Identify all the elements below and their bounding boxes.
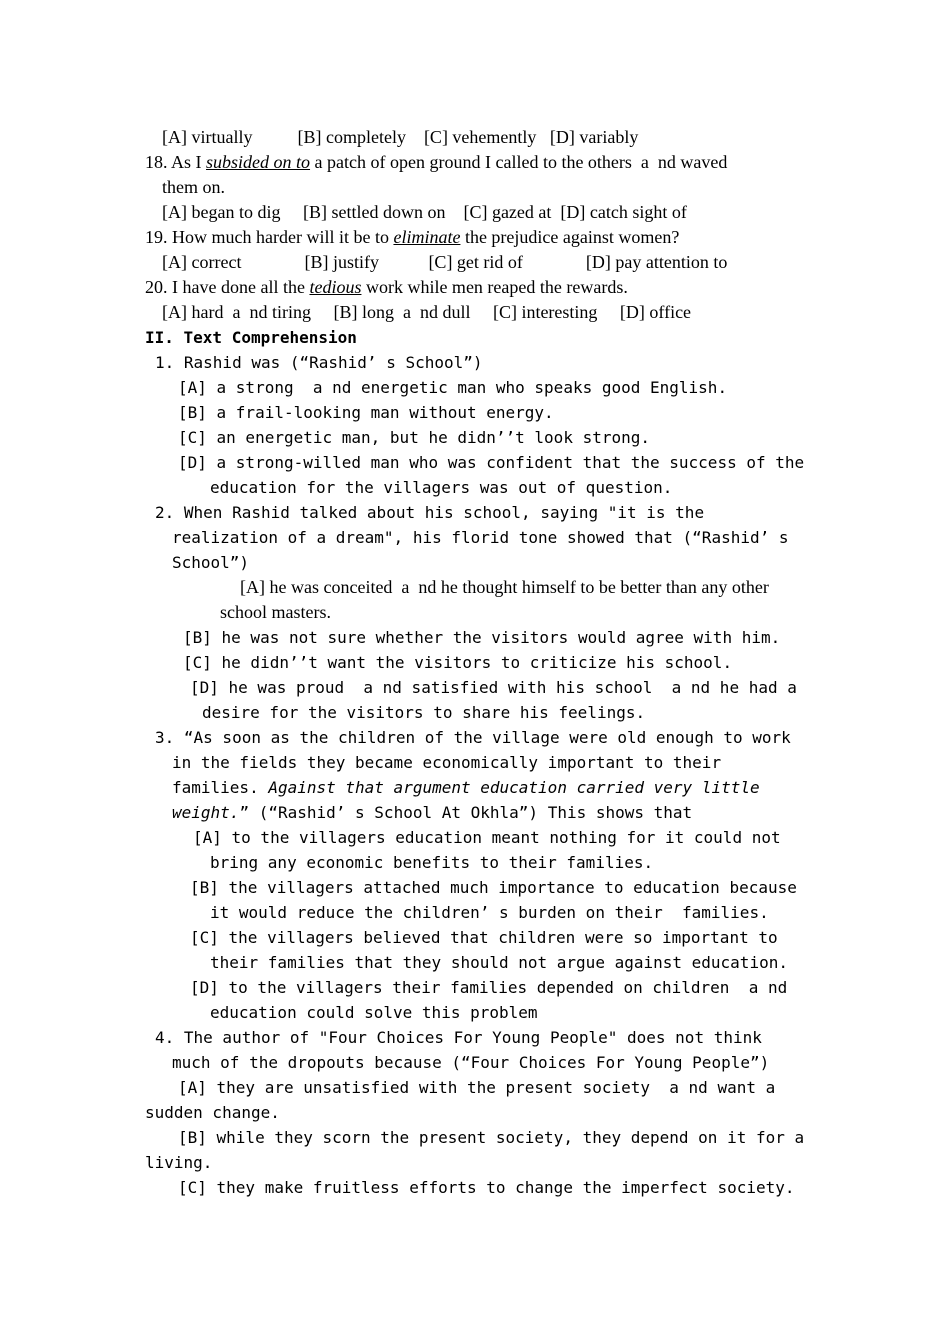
tc2-stem-cont: realization of a dream", his florid tone showed that (“Rashid’ s: [172, 528, 789, 547]
q19-prefix: 19. How much harder will it be to: [145, 227, 394, 247]
tc3-stem-plain: families.: [172, 778, 269, 797]
tc3-option-b-cont: it would reduce the children’ s burden on their families.: [210, 903, 769, 922]
tc4-stem: 4. The author of "Four Choices For Young People" does not think: [155, 1028, 762, 1047]
tc3-quote-italic: weight.: [172, 803, 240, 822]
q18-suffix: a patch of open ground I called to the others a nd waved: [310, 152, 728, 172]
tc2-option-c: [C] he didn’’t want the visitors to criticize his school.: [183, 653, 733, 672]
tc2-option-a-cont: school masters.: [220, 602, 331, 622]
tc4-option-a-cont: sudden change.: [145, 1103, 280, 1122]
tc3-option-c-cont: their families that they should not argue against education.: [210, 953, 788, 972]
q19-keyword: eliminate: [393, 227, 461, 247]
q18-continuation: them on.: [162, 177, 225, 197]
tc3-stem-cont: [172, 775, 760, 800]
tc2-option-d: [D] he was proud a nd satisfied with his school a nd he had a: [190, 678, 797, 697]
tc4-option-b-cont: living.: [145, 1153, 213, 1172]
q18-options: [A] began to dig [B] settled down on [C] gazed at [D] catch sight of: [162, 202, 687, 222]
tc4-option-a: [A] they are unsatisfied with the present society a nd want a: [178, 1078, 776, 1097]
tc4-option-b: [B] while they scorn the present society, they depend on it for a: [178, 1128, 805, 1147]
tc3-option-a-cont: bring any economic benefits to their families.: [210, 853, 654, 872]
q18-prefix: 18. As I: [145, 152, 207, 172]
tc3-stem-cont: in the fields they became economically important to their: [172, 753, 722, 772]
tc3-option-b: [B] the villagers attached much importance to education because: [190, 878, 797, 897]
q18-stem: [145, 150, 727, 175]
tc3-option-a: [A] to the villagers education meant nothing for it could not: [193, 828, 781, 847]
tc3-option-d-cont: education could solve this problem: [210, 1003, 538, 1022]
tc2-stem-cont: School”): [172, 553, 250, 572]
q20-options: [A] hard a nd tiring [B] long a nd dull [C] interesting [D] office: [162, 302, 692, 322]
tc3-option-d: [D] to the villagers their families depended on children a nd: [190, 978, 788, 997]
tc2-stem: 2. When Rashid talked about his school, saying "it is the: [155, 503, 705, 522]
q19-suffix: the prejudice against women?: [460, 227, 680, 247]
tc3-quote-italic: Against that argument education carried very little: [268, 778, 760, 797]
q18-keyword: subsided on to: [206, 152, 311, 172]
tc3-option-c: [C] the villagers believed that children were so important to: [190, 928, 778, 947]
tc3-stem-cont: [172, 800, 692, 825]
tc2-option-d-cont: desire for the visitors to share his feelings.: [202, 703, 646, 722]
tc3-stem-plain: ” (“Rashid’ s School At Okhla”) This shows that: [239, 803, 693, 822]
tc4-stem-cont: much of the dropouts because (“Four Choices For Young People”): [172, 1053, 770, 1072]
tc3-stem: 3. “As soon as the children of the village were old enough to work: [155, 728, 791, 747]
tc1-option-b: [B] a frail-looking man without energy.: [178, 403, 554, 422]
tc2-option-b: [B] he was not sure whether the visitors would agree with him.: [183, 628, 781, 647]
tc1-stem: 1. Rashid was (“Rashid’ s School”): [155, 353, 483, 372]
q17-options: [A] virtually [B] completely [C] vehemently [D] variably: [162, 127, 639, 147]
q20-prefix: 20. I have done all the: [145, 277, 310, 297]
q19-options: [A] correct [B] justify [C] get rid of [D] pay attention to: [162, 252, 728, 272]
tc1-option-d-cont: education for the villagers was out of question.: [210, 478, 673, 497]
tc1-option-d: [D] a strong-willed man who was confident that the success of the: [178, 453, 805, 472]
tc4-option-c: [C] they make fruitless efforts to change the imperfect society.: [178, 1178, 795, 1197]
tc2-option-a: [A] he was conceited a nd he thought himself to be better than any other: [240, 577, 769, 597]
tc1-option-c: [C] an energetic man, but he didn’’t look strong.: [178, 428, 651, 447]
tc1-option-a: [A] a strong a nd energetic man who speaks good English.: [178, 378, 728, 397]
q20-keyword: tedious: [309, 277, 362, 297]
q20-stem: [145, 275, 628, 300]
q19-stem: [145, 225, 679, 250]
section-heading: II. Text Comprehension: [145, 328, 357, 347]
q20-suffix: work while men reaped the rewards.: [361, 277, 628, 297]
